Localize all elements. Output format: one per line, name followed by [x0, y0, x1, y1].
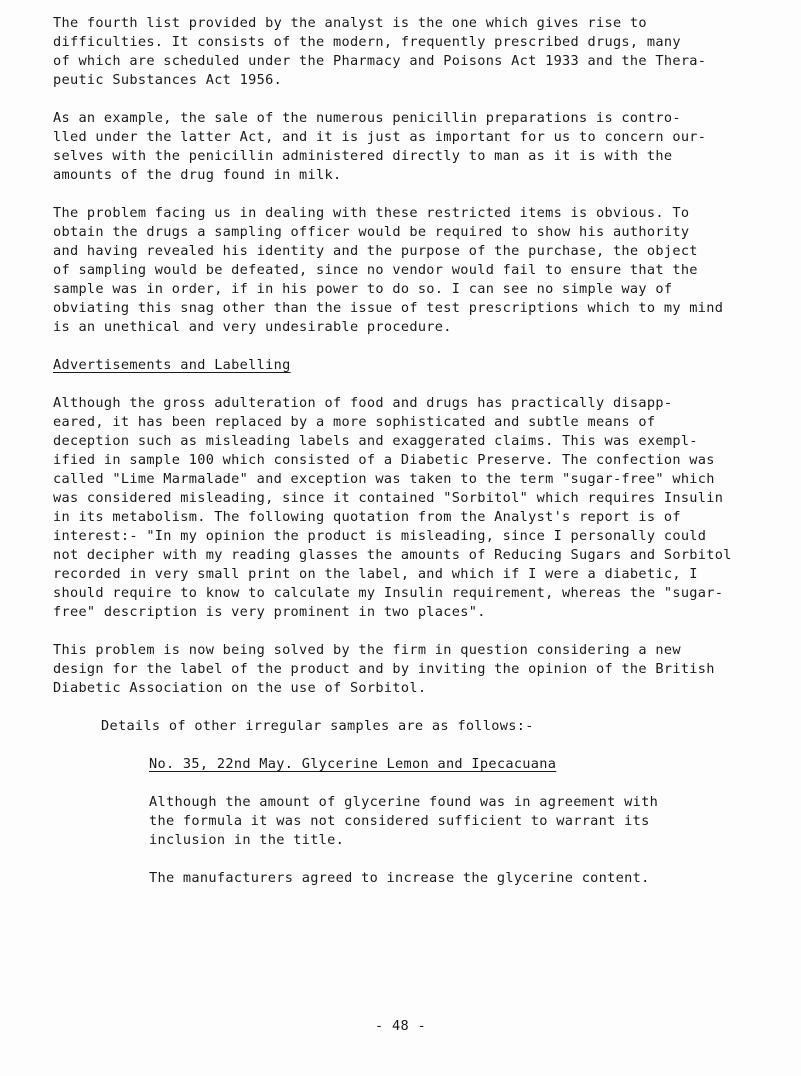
para5-line-1: This problem is now being solved by the firm in question considering a new [53, 642, 681, 658]
para3-line-4: of sampling would be defeated, since no vendor would fail to ensure that the [53, 262, 698, 278]
para3-line-7: is an unethical and very undesirable procedure. [53, 319, 452, 335]
para5-line-3: Diabetic Association on the use of Sorbitol. [53, 680, 427, 696]
para2-line-3: selves with the penicillin administered directly to man as it is with the [53, 148, 673, 164]
sample-heading: No. 35, 22nd May. Glycerine Lemon and Ipecacuana [149, 756, 557, 772]
para4-line-2: eared, it has been replaced by a more sophisticated and subtle means of [53, 414, 656, 430]
para6-line-1: Although the amount of glycerine found was in agreement with [149, 794, 659, 810]
para3-line-2: obtain the drugs a sampling officer would be required to show his authority [53, 224, 690, 240]
para1-line-4: peutic Substances Act 1956. [53, 72, 283, 88]
details-intro: Details of other irregular samples are as follows:- [101, 718, 534, 734]
para5-line-2: design for the label of the product and by inviting the opinion of the British [53, 661, 715, 677]
para4-line-5: called "Lime Marmalade" and exception was taken to the term "sugar-free" which [53, 471, 715, 487]
para7-line: The manufacturers agreed to increase the glycerine content. [149, 870, 650, 886]
para4-line-6: was considered misleading, since it contained "Sorbitol" which requires Insulin [53, 490, 724, 506]
para3-line-1: The problem facing us in dealing with these restricted items is obvious. To [53, 205, 690, 221]
para4-line-7: in its metabolism. The following quotation from the Analyst's report is of [53, 509, 681, 525]
para4-line-12: free" description is very prominent in two places". [53, 604, 486, 620]
para4-line-8: interest:- "In my opinion the product is misleading, since I personally could [53, 528, 707, 544]
para4-line-10: recorded in very small print on the label, and which if I were a diabetic, I [53, 566, 698, 582]
para4-line-1: Although the gross adulteration of food and drugs has practically disapp- [53, 395, 673, 411]
para6-line-2: the formula it was not considered sufficient to warrant its [149, 813, 650, 829]
para4-line-9: not decipher with my reading glasses the amounts of Reducing Sugars and Sorbitol [53, 547, 732, 563]
section-heading: Advertisements and Labelling [53, 357, 291, 373]
para4-line-3: deception such as misleading labels and exaggerated claims. This was exempl- [53, 433, 698, 449]
para3-line-5: sample was in order, if in his power to do so. I can see no simple way of [53, 281, 673, 297]
para1-line-3: of which are scheduled under the Pharmacy and Poisons Act 1933 and the Thera- [53, 53, 707, 69]
para1-line-1: The fourth list provided by the analyst is the one which gives rise to [53, 15, 647, 31]
para4-line-11: should require to know to calculate my Insulin requirement, whereas the "sugar- [53, 585, 724, 601]
para1-line-2: difficulties. It consists of the modern, frequently prescribed drugs, many [53, 34, 681, 50]
para2-line-2: lled under the latter Act, and it is just as important for us to concern our- [53, 129, 707, 145]
page-number: - 48 - [375, 1018, 426, 1034]
para3-line-6: obviating this snag other than the issue of test prescriptions which to my mind [53, 300, 724, 316]
para3-line-3: and having revealed his identity and the purpose of the purchase, the object [53, 243, 698, 259]
para6-line-3: inclusion in the title. [149, 832, 345, 848]
para2-line-1: As an example, the sale of the numerous penicillin preparations is contro- [53, 110, 681, 126]
para4-line-4: ified in sample 100 which consisted of a Diabetic Preserve. The confection was [53, 452, 715, 468]
para2-line-4: amounts of the drug found in milk. [53, 167, 342, 183]
